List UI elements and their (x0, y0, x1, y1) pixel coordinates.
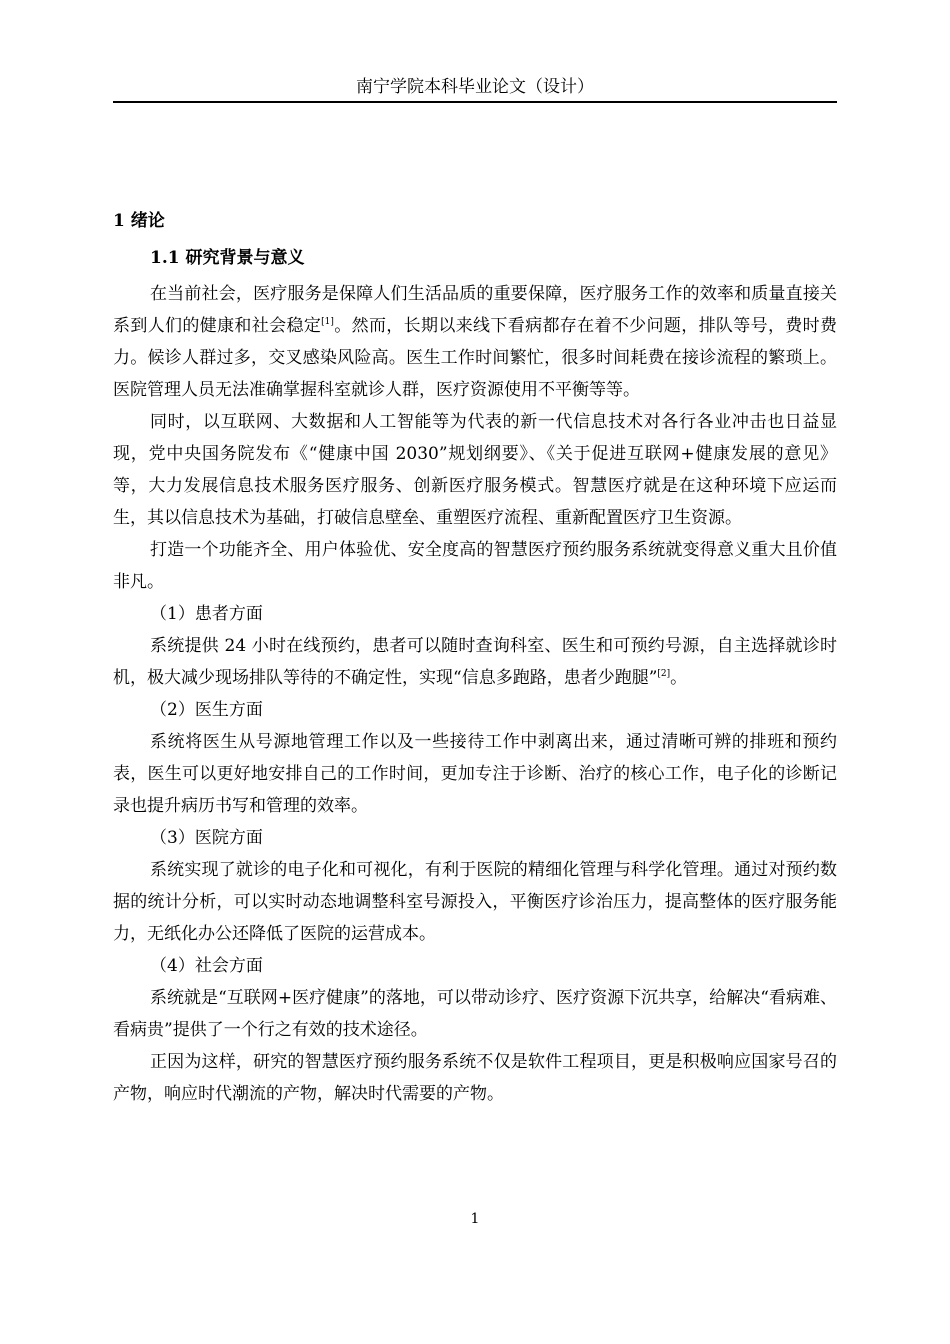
subheading-patients: （1）患者方面 (150, 604, 263, 624)
running-header: 南宁学院本科毕业论文（设计） (356, 77, 594, 97)
paragraph-significance: 打造一个功能齐全、用户体验优、安全度高的智慧医疗预约服务系统就变得意义重大且价值非凡。 (113, 540, 837, 592)
paragraph-conclusion: 正因为这样，研究的智慧医疗预约服务系统不仅是软件工程项目，更是积极响应国家号召的产物，响应时代潮流的产物，解决时代需要的产物。 (113, 1052, 837, 1104)
paragraph-text: 系统提供 24 小时在线预约，患者可以随时查询科室、医生和可预约号源，自主选择就诊时机，极大减少现场排队等待的不确定性，实现“信息多跑路，患者少跑腿” (113, 636, 837, 688)
section-heading: 1.1 研究背景与意义 (150, 248, 305, 268)
paragraph-policy: 同时，以互联网、大数据和人工智能等为代表的新一代信息技术对各行各业冲击也日益显现，党中央国务院发布《“健康中国 2030”规划纲要》、《关于促进互联网+健康发展的意见》等，大力发展信息技术服务医疗服务、创新医疗服务模式。智慧医疗就是在这种环境下应运而生，其以信息技术为基础，打破信息壁垒、重塑医疗流程、重新配置医疗卫生资源。 (113, 412, 837, 528)
header-rule (113, 101, 837, 103)
subheading-hospital: （3）医院方面 (150, 828, 263, 848)
paragraph-text: 在当前社会，医疗服务是保障人们生活品质的重要保障，医疗服务工作的效率和质量直接关系到人们的健康和社会稳定 (113, 284, 837, 336)
chapter-heading: 1 绪论 (113, 211, 165, 231)
paragraph-hospital: 系统实现了就诊的电子化和可视化，有利于医院的精细化管理与科学化管理。通过对预约数据的统计分析，可以实时动态地调整科室号源投入，平衡医疗诊治压力，提高整体的医疗服务能力，无纸化办公还降低了医院的运营成本。 (113, 860, 837, 944)
paragraph-text: 。然而，长期以来线下看病都存在着不少问题，排队等号，费时费力。候诊人群过多，交叉感染风险高。医生工作时间繁忙，很多时间耗费在接诊流程的繁琐上。医院管理人员无法准确掌握科室就诊人群，医疗资源使用不平衡等等。 (113, 316, 837, 400)
citation-ref: [2] (657, 669, 671, 679)
paragraph-doctors: 系统将医生从号源地管理工作以及一些接待工作中剥离出来，通过清晰可辨的排班和预约表，医生可以更好地安排自己的工作时间，更加专注于诊断、治疗的核心工作，电子化的诊断记录也提升病历书写和管理的效率。 (113, 732, 837, 816)
paragraph-patients (113, 630, 837, 694)
subheading-society: （4）社会方面 (150, 956, 263, 976)
paragraph-text: 。 (670, 668, 688, 688)
page-number: 1 (470, 1211, 480, 1227)
citation-ref: [1] (321, 317, 334, 327)
document-body (113, 210, 837, 1110)
subheading-doctors: （2）医生方面 (150, 700, 263, 720)
paragraph-society: 系统就是“互联网+医疗健康”的落地，可以带动诊疗、医疗资源下沉共享，给解决“看病难、看病贵”提供了一个行之有效的技术途径。 (113, 988, 837, 1040)
paragraph-background (113, 278, 837, 406)
